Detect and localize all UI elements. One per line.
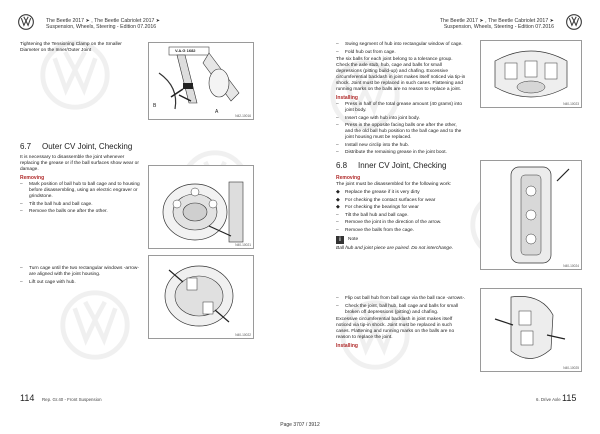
section-number: 6.8 [336, 161, 348, 170]
vw-logo-icon [566, 14, 582, 30]
page-count: Page 3707 / 3912 [280, 422, 320, 428]
steps-b-block [20, 266, 140, 287]
bullet-item: ◆ For checking the bearings for wear [336, 205, 419, 210]
list-item: – Remove the balls from the cage. [336, 227, 415, 233]
list-item: – Mark position of ball hub to ball cage and to housing before disassembling, using an electric engraver or grindstone. [20, 182, 140, 199]
page-footer: Rep. Gr.40 - Front Suspension [42, 397, 102, 402]
note-info-icon: i [336, 236, 344, 244]
section-number: 6.7 [20, 142, 32, 151]
list-item: – Flip out ball hub from ball cage via the ball race -arrows-. [336, 296, 466, 301]
intro-text: It is necessary to disassemble the joint whenever replacing the grease or if the ball surfaces show wear or damage. [20, 155, 139, 172]
label-a: A [215, 109, 219, 115]
intro-title: Tightening the Tensioning Clamp on the Smaller Diameter on the Inner/Outer Joint [20, 42, 122, 53]
list-item: – Insert cage with hub into joint body. [336, 115, 420, 121]
installing-heading: Installing [336, 343, 358, 349]
header-line-1: The Beetle 2017 ➤ , The Beetle Cabriolet 2017 ➤ [439, 18, 554, 24]
cage-illustration [149, 256, 253, 338]
clamp-illustration [149, 43, 253, 119]
page-number: 114 [20, 393, 35, 403]
header-line-1: The Beetle 2017 ➤ , The Beetle Cabriolet 2017 ➤ [46, 18, 161, 24]
list-item: – Press in the opposite facing balls one after the other, and the old ball hub position to the ball cage and to the joint housing must be replaced. [336, 123, 462, 140]
right-top-block [336, 42, 466, 158]
list-item: – Swing segment of hub into rectangular window of cage. [336, 42, 463, 47]
figure-inner-joint [480, 160, 582, 270]
six-balls-text: The six balls for each joint belong to a tolerance group. Check the axle stub, hub, cage and balls for small depressions (pitting build-up) and chafing. Excessive circumferential backlash in joint makes itself noticed via tip-in shock. Joint must be replaced in such cases. Flattening and running marks on the balls are no reason to replace a joint. [336, 57, 466, 92]
section-heading-6-8 [336, 161, 447, 170]
removing-heading: Removing [336, 175, 361, 181]
figure-outer-joint-balls [148, 165, 254, 249]
watermark-logo-icon [60, 290, 130, 360]
hub-cage-illustration [481, 41, 581, 107]
list-item: – Fold hub out from cage. [336, 49, 396, 55]
list-item: – Tilt the ball hub and ball cage. [336, 212, 409, 218]
tool-label: V.A.G 1682 [175, 48, 196, 53]
list-item: – Lift out cage with hub. [20, 279, 76, 285]
figure-hub-cage [480, 40, 582, 108]
page-number: 115 [562, 393, 577, 403]
figure-id: N40-10023 [563, 102, 579, 106]
right-page [300, 0, 600, 420]
page-header [440, 18, 554, 31]
list-item: – Turn cage until the two rectangular windows -arrow- are aligned with the joint housing. [20, 266, 139, 277]
ball-hub-illustration [481, 289, 581, 371]
excessive-text: Excessive circumferential backlash in joint makes itself noticed via tip-in shock. Joint must be replaced in such cases. Flattening and running marks on the balls are no reason to replace the joint. [336, 317, 455, 340]
header-line-2: Suspension, Wheels, Steering - Edition 07.2016 [46, 24, 157, 31]
installing-heading: Installing [336, 95, 358, 101]
section-heading-6-7 [20, 142, 132, 151]
page-footer: 6. Drive Axle [536, 397, 561, 402]
section-title: Inner CV Joint, Checking [358, 161, 447, 170]
note-label: Note [348, 236, 359, 242]
note-text: Ball hub and joint piece are paired. Do not interchange. [336, 245, 454, 251]
section-6-8-body [336, 173, 466, 254]
list-item: – Distribute the remaining grease in the joint boot. [336, 150, 447, 155]
outer-joint-illustration [149, 166, 253, 248]
figure-tensioning-clamp [148, 42, 254, 120]
page-header [46, 18, 160, 31]
note-header [336, 236, 466, 244]
list-item: – Check the joint, ball hub, ball cage and balls for small broken off depressions (pitting) and chafing. [336, 303, 459, 315]
figure-id: N40-10021 [235, 243, 251, 247]
figure-id: N42-10016 [235, 114, 251, 118]
section-6-7-body [20, 155, 140, 217]
list-item: – Press in half of the total grease amount (40 grams) into joint body. [336, 102, 463, 113]
label-b: B [153, 103, 157, 109]
vw-logo-icon [18, 14, 34, 30]
intro-block [20, 42, 130, 56]
inner-joint-illustration [481, 161, 581, 269]
list-item: – Install new circlip into the hub. [336, 142, 409, 148]
list-item: – Tilt the ball hub and ball cage. [20, 201, 93, 207]
list-item: – Remove the balls one after the other. [20, 209, 108, 214]
left-page [0, 0, 300, 420]
list-item: – Remove the joint in the direction of the arrow. [336, 220, 442, 225]
figure-ball-hub-flip [480, 288, 582, 372]
figure-id: N40-10022 [235, 333, 251, 337]
figure-cage-windows [148, 255, 254, 339]
right-bottom-block [336, 296, 466, 350]
removing-heading: Removing [20, 175, 45, 181]
section-title: Outer CV Joint, Checking [42, 142, 133, 151]
bullet-item: ◆ Replace the grease if it is very dirty [336, 190, 420, 195]
header-line-2: Suspension, Wheels, Steering - Edition 07.2016 [443, 24, 554, 31]
bullet-item: ◆ For checking the contact surfaces for wear [336, 197, 436, 203]
removing-intro: The joint must be disassembled for the following work: [336, 182, 452, 187]
figure-id: N40-10025 [563, 366, 579, 370]
figure-id: N40-10024 [563, 264, 579, 268]
